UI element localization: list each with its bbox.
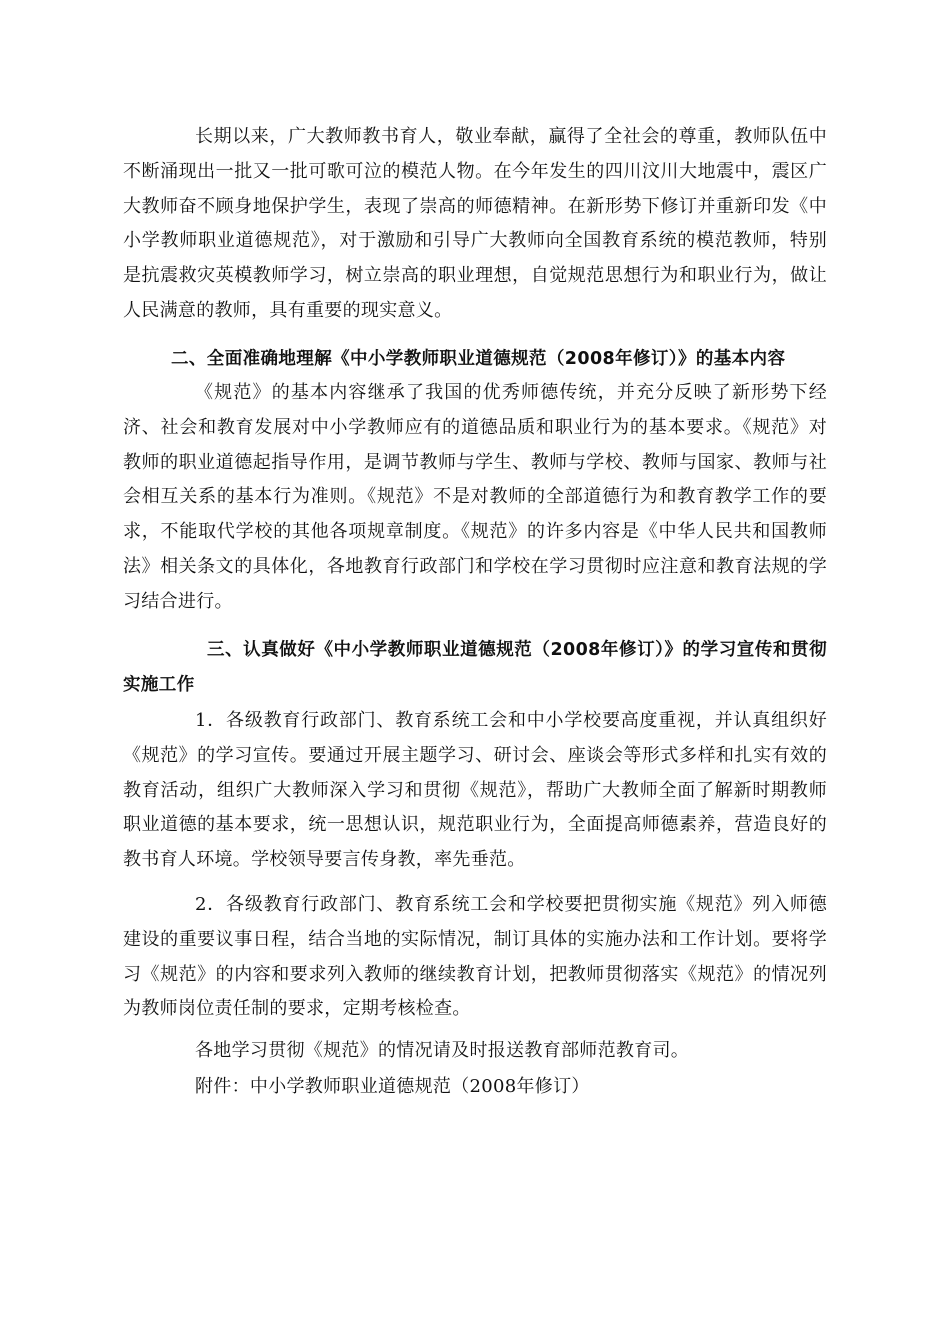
paragraph-item-two: 2．各级教育行政部门、教育系统工会和学校要把贯彻实施《规范》列入师德建设的重要议事日程，结合当地的实际情况，制订具体的实施办法和工作计划。要将学习《规范》的内容和要求列入教师的继续教育计划，把教师贯彻落实《规范》的情况列为教师岗位责任制的要求，定期考核检查。 (123, 894, 827, 1020)
paragraph-item-one: 1．各级教育行政部门、教育系统工会和中小学校要高度重视，并认真组织好《规范》的学习宣传。要通过开展主题学习、研讨会、座谈会等形式多样和扎实有效的教育活动，组织广大教师深入学习和贯彻《规范》，帮助广大教师全面了解新时期教师职业道德的基本要求，统一思想认识，规范职业行为，全面提高师德素养，营造良好的教书育人环境。学校领导要言传身教，率先垂范。 (123, 710, 827, 871)
paragraph-teacher-honor: 长期以来，广大教师教书育人，敬业奉献，赢得了全社会的尊重，教师队伍中不断涌现出一批又一批可歌可泣的模范人物。在今年发生的四川汶川大地震中，震区广大教师奋不顾身地保护学生，表现了崇高的师德精神。在新形势下修订并重新印发《中小学教师职业道德规范》，对于激励和引导广大教师向全国教育系统的模范教师，特别是抗震救灾英模教师学习，树立崇高的职业理想，自觉规范思想行为和职业行为，做让人民满意的教师，具有重要的现实意义。 (123, 126, 827, 321)
attachment-line: 附件：中小学教师职业道德规范（2008年修订） (195, 1076, 590, 1097)
paragraph-basic-content: 《规范》的基本内容继承了我国的优秀师德传统，并充分反映了新形势下经济、社会和教育发展对中小学教师应有的道德品质和职业行为的基本要求。《规范》对教师的职业道德起指导作用，是调节教师与学生、教师与学校、教师与国家、教师与社会相互关系的基本行为准则。《规范》不是对教师的全部道德行为和教育教学工作的要求，不能取代学校的其他各项规章制度。《规范》的许多内容是《中华人民共和国教师法》相关条文的具体化，各地教育行政部门和学校在学习贯彻时应注意和教育法规的学习结合进行。 (123, 382, 827, 612)
section-heading-two: 二、全面准确地理解《中小学教师职业道德规范（2008年修订）》的基本内容 (171, 349, 786, 369)
section-heading-three: 三、认真做好《中小学教师职业道德规范（2008年修订）》的学习宣传和贯彻实施工作 (123, 640, 827, 695)
paragraph-report-request: 各地学习贯彻《规范》的情况请及时报送教育部师范教育司。 (195, 1040, 690, 1061)
